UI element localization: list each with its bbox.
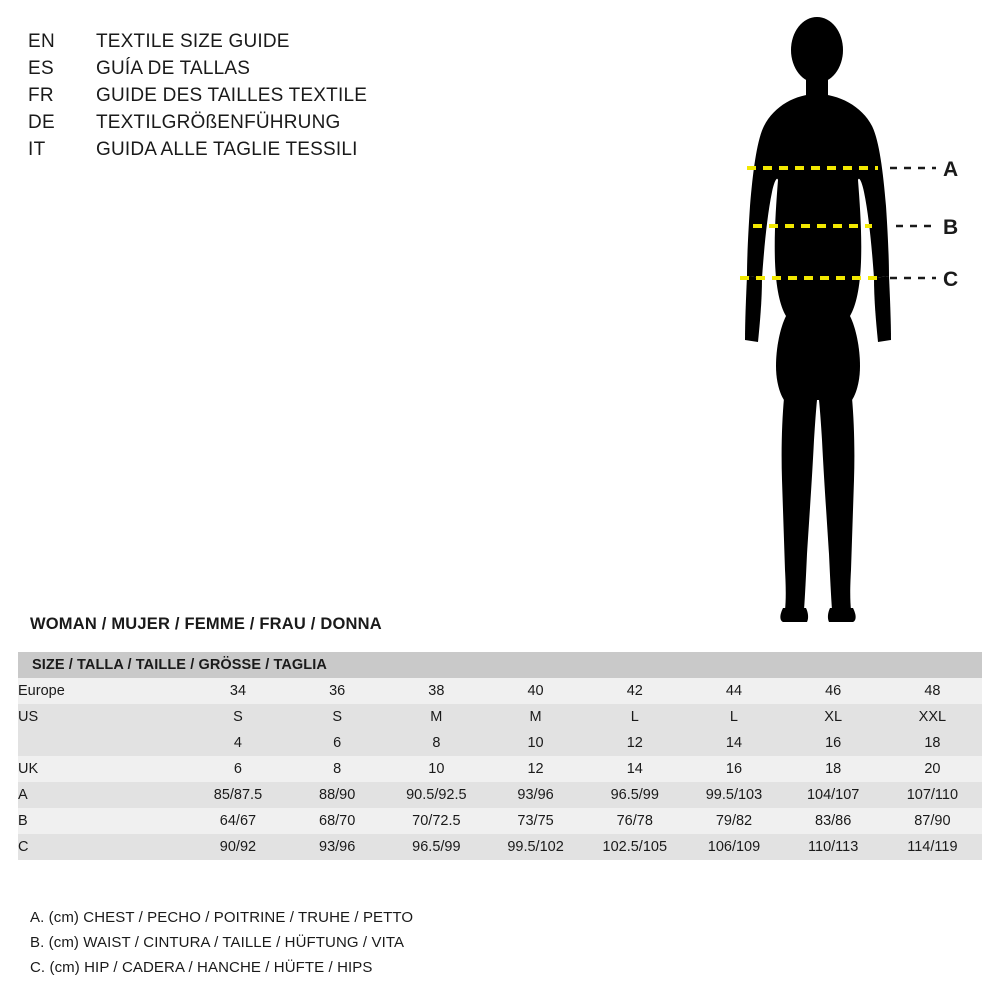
row-label: US [18,704,188,730]
cell: 18 [784,756,883,782]
row-label: UK [18,756,188,782]
section-label-woman: WOMAN / MUJER / FEMME / FRAU / DONNA [30,615,382,633]
cell: 12 [486,756,585,782]
language-title: TEXTILE SIZE GUIDE [96,31,290,52]
cell: 102.5/105 [585,834,684,860]
cell: 104/107 [784,782,883,808]
language-code: FR [28,85,54,106]
cell: 114/119 [883,834,982,860]
cell: 36 [288,678,387,704]
language-row [28,28,448,55]
cell: M [387,704,486,730]
cell: 96.5/99 [387,834,486,860]
table-row [18,808,982,834]
cell: M [486,704,585,730]
cell: 106/109 [684,834,783,860]
cell: XXL [883,704,982,730]
language-title-block [28,28,448,163]
cell: 40 [486,678,585,704]
cell: 90.5/92.5 [387,782,486,808]
cell: 16 [784,730,883,756]
table-row [18,782,982,808]
cell: 42 [585,678,684,704]
cell: 96.5/99 [585,782,684,808]
cell: 99.5/103 [684,782,783,808]
language-title: GUIDE DES TAILLES TEXTILE [96,85,368,106]
cell: 8 [288,756,387,782]
cell: 44 [684,678,783,704]
row-label: Europe [18,678,188,704]
cell: 20 [883,756,982,782]
female-body-figure [700,10,990,630]
language-row [28,136,448,163]
cell: 16 [684,756,783,782]
language-code: DE [28,112,55,133]
measurement-notes [30,905,413,980]
size-table [18,652,982,860]
cell: 87/90 [883,808,982,834]
cell: 18 [883,730,982,756]
note-waist: B. (cm) WAIST / CINTURA / TAILLE / HÜFTUNG / VITA [30,934,405,951]
cell: 38 [387,678,486,704]
marker-label-c: C [943,268,959,291]
cell: S [288,704,387,730]
cell: 93/96 [486,782,585,808]
cell: 10 [387,756,486,782]
note-chest: A. (cm) CHEST / PECHO / POITRINE / TRUHE / PETTO [30,909,414,926]
cell: 68/70 [288,808,387,834]
cell: 46 [784,678,883,704]
marker-label-a: A [943,158,959,181]
cell: 110/113 [784,834,883,860]
table-row [18,730,982,756]
marker-label-b: B [943,216,959,239]
table-row [18,678,982,704]
language-code: ES [28,58,54,79]
cell: 76/78 [585,808,684,834]
cell: 64/67 [188,808,287,834]
cell: L [684,704,783,730]
note-hip: C. (cm) HIP / CADERA / HANCHE / HÜFTE / HIPS [30,959,373,976]
row-label [18,730,188,756]
cell: 8 [387,730,486,756]
cell: 85/87.5 [188,782,287,808]
cell: 6 [288,730,387,756]
cell: 107/110 [883,782,982,808]
table-header-label: SIZE / TALLA / TAILLE / GRÖSSE / TAGLIA [18,652,982,678]
language-code: IT [28,139,46,160]
row-label: A [18,782,188,808]
table-row [18,834,982,860]
cell: 14 [585,756,684,782]
cell: 70/72.5 [387,808,486,834]
cell: 90/92 [188,834,287,860]
table-header-row [18,652,982,678]
cell: 4 [188,730,287,756]
cell: 6 [188,756,287,782]
cell: XL [784,704,883,730]
cell: 93/96 [288,834,387,860]
cell: 73/75 [486,808,585,834]
language-row [28,109,448,136]
table-row [18,756,982,782]
language-row [28,82,448,109]
cell: L [585,704,684,730]
cell: 12 [585,730,684,756]
cell: S [188,704,287,730]
language-title: TEXTILGRÖßENFÜHRUNG [96,112,341,133]
cell: 79/82 [684,808,783,834]
cell: 83/86 [784,808,883,834]
cell: 88/90 [288,782,387,808]
row-label: B [18,808,188,834]
language-code: EN [28,31,55,52]
cell: 14 [684,730,783,756]
cell: 99.5/102 [486,834,585,860]
table-row [18,704,982,730]
language-title: GUÍA DE TALLAS [96,58,251,79]
language-title: GUIDA ALLE TAGLIE TESSILI [96,139,358,160]
language-row [28,55,448,82]
female-silhouette-icon [745,17,891,622]
row-label: C [18,834,188,860]
cell: 10 [486,730,585,756]
cell: 34 [188,678,287,704]
cell: 48 [883,678,982,704]
